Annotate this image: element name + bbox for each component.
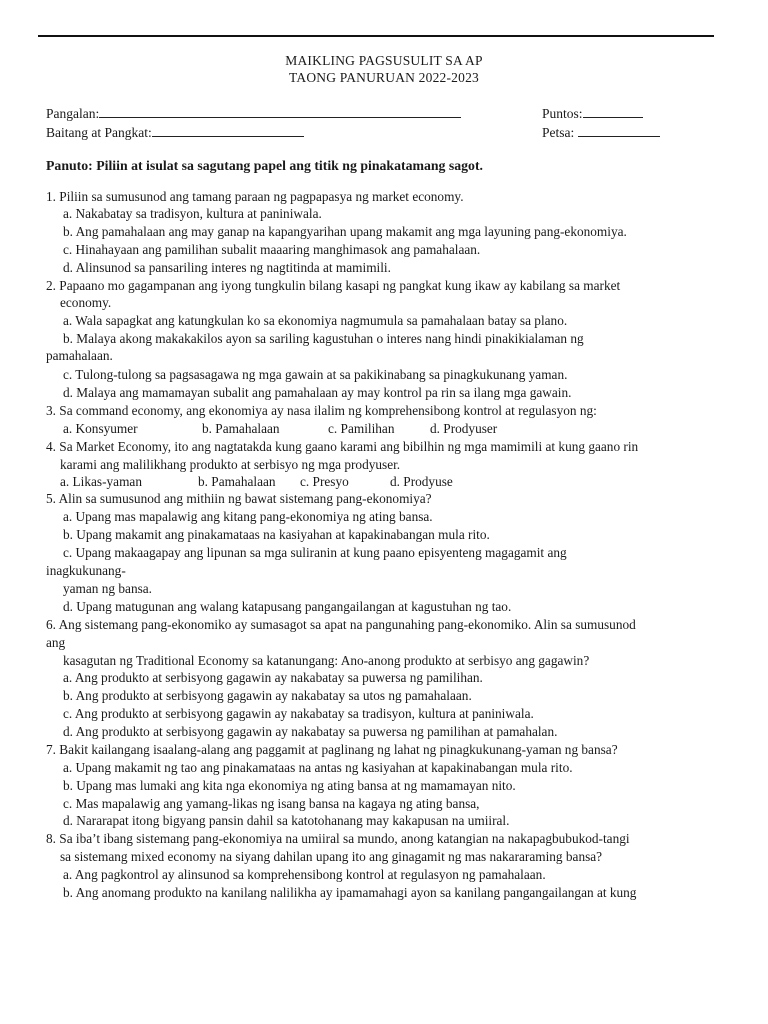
choice-2c: c. Tulong-tulong sa pagsasagawa ng mga gawain at sa pakikinabang sa pinagkukunang yaman. <box>63 367 568 382</box>
choice-5c-cont: inagkukunang- <box>46 563 126 578</box>
grade-section-label: Baitang at Pangkat: <box>46 125 152 140</box>
choice-8b: b. Ang anomang produkto na kanilang nalilikha ay ipamamahagi ayon sa kanilang pangangailangan at kung <box>63 885 637 900</box>
date-field[interactable] <box>542 124 660 141</box>
choice-5a: a. Upang mas mapalawig ang kitang pang-ekonomiya ng ating bansa. <box>63 509 433 524</box>
question-6-cont-2: kasagutan ng Traditional Economy sa katanungang: Ano-anong produkto at serbisyo ang gagawin? <box>63 653 590 668</box>
date-label: Petsa: <box>542 125 575 140</box>
choice-2b-cont: pamahalaan. <box>46 348 113 363</box>
choice-5b: b. Upang makamit ang pinakamataas na kasiyahan at kapakinabangan mula rito. <box>63 527 490 542</box>
choice-6c: c. Ang produkto at serbisyong gagawin ay nakabatay sa tradisyon, kultura at paniniwala. <box>63 706 534 721</box>
choice-4d: d. Prodyuse <box>390 474 453 489</box>
choice-1b: b. Ang pamahalaan ang may ganap na kapangyarihan upang makamit ang mga layuning pang-ekonomiya. <box>63 224 627 239</box>
choice-7d: d. Nararapat itong bigyang pansin dahil sa katotohanang may kakapusan na umiiral. <box>63 813 510 828</box>
choice-5c: c. Upang makaagapay ang lipunan sa mga suliranin at kung paano episyenteng magagamit ang <box>63 545 567 560</box>
choice-5c-cont-2: yaman ng bansa. <box>63 581 152 596</box>
score-label: Puntos: <box>542 106 583 121</box>
question-7: 7. Bakit kailangang isaalang-alang ang paggamit at paglinang ng lahat ng pinagkukunang-yaman ng bansa? <box>46 742 618 757</box>
choice-2d: d. Malaya ang mamamayan subalit ang pamahalaan ay may kontrol pa rin sa ilang mga gawain. <box>63 385 572 400</box>
choice-8a: a. Ang pagkontrol ay alinsunod sa komprehensibong kontrol at regulasyon ng pamahalaan. <box>63 867 546 882</box>
choice-7c: c. Mas mapalawig ang yamang-likas ng isang bansa na kagaya ng ating bansa, <box>63 796 480 811</box>
choice-2b: b. Malaya akong makakakilos ayon sa sariling kagustuhan o interes nang hindi pinakikialaman ng <box>63 331 584 346</box>
choice-4c: c. Presyo <box>300 474 349 489</box>
top-rule <box>38 35 714 37</box>
page-subtitle: TAONG PANURUAN 2022-2023 <box>289 70 479 85</box>
question-6-cont: ang <box>46 635 66 650</box>
choice-4a: a. Likas-yaman <box>60 474 142 489</box>
question-2: 2. Papaano mo gagampanan ang iyong tungkulin bilang kasapi ng pangkat kung ikaw ay kabilang sa market <box>46 278 621 293</box>
name-field[interactable] <box>46 105 461 122</box>
page-title: MAIKLING PAGSUSULIT SA AP <box>285 53 483 68</box>
question-2-cont: economy. <box>60 295 112 310</box>
grade-section-blank[interactable] <box>152 124 304 137</box>
question-4: 4. Sa Market Economy, ito ang nagtatakda kung gaano karami ang bibilhin ng mga mamimili at kung gaano rin <box>46 439 639 454</box>
name-blank[interactable] <box>99 105 461 118</box>
choice-5d: d. Upang matugunan ang walang katapusang pangangailangan at kagustuhan ng tao. <box>63 599 512 614</box>
question-8-cont: sa sistemang mixed economy na siyang dahilan upang ito ang ginagamit ng mas nakararaming bansa? <box>60 849 603 864</box>
choice-2a: a. Wala sapagkat ang katungkulan ko sa ekonomiya nagmumula sa pamahalaan batay sa plano. <box>63 313 568 328</box>
question-6: 6. Ang sistemang pang-ekonomiko ay sumasagot sa apat na pangunahing pang-ekonomiko. Alin sa sumusunod <box>46 617 636 632</box>
question-4-choices <box>60 474 453 490</box>
question-3: 3. Sa command economy, ang ekonomiya ay nasa ilalim ng komprehensibong kontrol at regulasyon ng: <box>46 403 597 418</box>
choice-7b: b. Upang mas lumaki ang kita nga ekonomiya ng ating bansa at ng mamamayan nito. <box>63 778 516 793</box>
score-blank[interactable] <box>583 105 643 118</box>
choice-6d: d. Ang produkto at serbisyong gagawin ay nakabatay sa puwersa ng pamilihan at pamahalan. <box>63 724 558 739</box>
choice-1c: c. Hinahayaan ang pamilihan subalit maaaring manghimasok ang pamahalaan. <box>63 242 481 257</box>
choice-3d: d. Prodyuser <box>430 421 498 436</box>
question-1: 1. Piliin sa sumusunod ang tamang paraan ng pagpapasya ng market economy. <box>46 189 464 204</box>
name-label: Pangalan: <box>46 106 100 121</box>
choice-1a: a. Nakabatay sa tradisyon, kultura at paniniwala. <box>63 206 322 221</box>
date-blank[interactable] <box>578 124 660 137</box>
score-field[interactable] <box>542 105 643 122</box>
question-8: 8. Sa iba’t ibang sistemang pang-ekonomiya na umiiral sa mundo, anong katangian na nakapagbubukod-tangi <box>46 831 630 846</box>
choice-1d: d. Alinsunod sa pansariling interes ng nagtitinda at mamimili. <box>63 260 391 275</box>
choice-4b: b. Pamahalaan <box>198 474 276 489</box>
grade-section-field[interactable] <box>46 124 304 141</box>
choice-6b: b. Ang produkto at serbisyong gagawin ay nakabatay sa utos ng pamahalaan. <box>63 688 472 703</box>
choice-3c: c. Pamilihan <box>328 421 395 436</box>
choice-6a: a. Ang produkto at serbisyong gagawin ay nakabatay sa puwersa ng pamilihan. <box>63 670 483 685</box>
choice-3a: a. Konsyumer <box>63 421 138 436</box>
choice-3b: b. Pamahalaan <box>202 421 280 436</box>
instructions: Panuto: Piliin at isulat sa sagutang papel ang titik ng pinakatamang sagot. <box>46 158 483 173</box>
question-5: 5. Alin sa sumusunod ang mithiin ng bawat sistemang pang-ekonomiya? <box>46 491 432 506</box>
question-3-choices <box>63 421 497 437</box>
question-4-cont: karami ang malilikhang produkto at serbisyo ng mga prodyuser. <box>60 457 401 472</box>
choice-7a: a. Upang makamit ng tao ang pinakamataas na antas ng kasiyahan at kapakinabangan mula rito. <box>63 760 573 775</box>
